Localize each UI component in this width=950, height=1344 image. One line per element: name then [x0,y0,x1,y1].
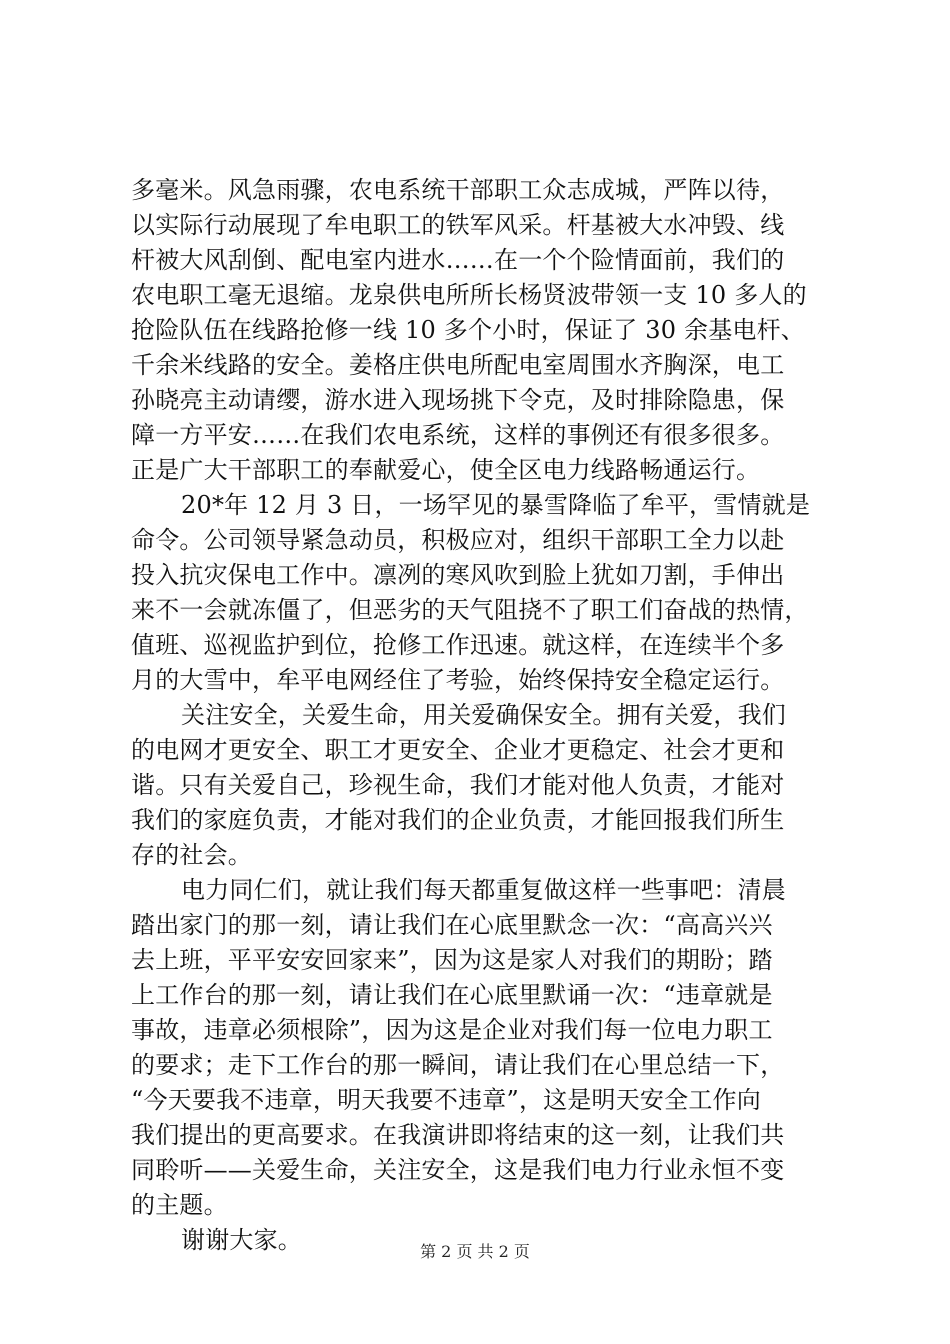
text-line: 值班、巡视监护到位，抢修工作迅速。就这样，在连续半个多 [131,631,785,659]
text-line: 同聆听——关爱生命，关注安全，这是我们电力行业永恒不变 [131,1156,785,1184]
text-line: 踏出家门的那一刻，请让我们在心底里默念一次：“高高兴兴 [131,911,773,939]
text-line: 我们提出的更高要求。在我演讲即将结束的这一刻，让我们共 [131,1121,785,1149]
text-line: 的要求；走下工作台的那一瞬间，请让我们在心里总结一下， [131,1051,785,1079]
text-line: 的电网才更安全、职工才更安全、企业才更稳定、社会才更和 [131,736,785,764]
text-line: 事故，违章必须根除”，因为这是企业对我们每一位电力职工 [131,1016,773,1044]
text-line: 千余米线路的安全。姜格庄供电所配电室周围水齐胸深，电工 [131,351,785,379]
text-line: “今天要我不违章，明天我要不违章”，这是明天安全工作向 [131,1086,761,1114]
text-line: 以实际行动展现了牟电职工的铁军风采。杆基被大水冲毁、线 [131,211,785,239]
text-line: 杆被大风刮倒、配电室内进水……在一个个险情面前，我们的 [131,246,785,274]
text-line: 农电职工毫无退缩。龙泉供电所所长杨贤波带领一支 10 多人的 [131,281,807,309]
text-line: 的主题。 [131,1191,228,1219]
text-line: 20*年 12 月 3 日，一场罕见的暴雪降临了牟平，雪情就是 [181,491,811,519]
text-line: 关注安全，关爱生命，用关爱确保安全。拥有关爱，我们 [181,701,786,729]
text-line: 抢险队伍在线路抢修一线 10 多个小时，保证了 30 余基电杆、 [131,316,805,344]
text-line: 去上班，平平安安回家来”，因为这是家人对我们的期盼；踏 [131,946,773,974]
text-line: 障一方平安……在我们农电系统，这样的事例还有很多很多。 [131,421,785,449]
text-line: 多毫米。风急雨骤，农电系统干部职工众志成城，严阵以待， [131,176,785,204]
text-line: 电力同仁们，就让我们每天都重复做这样一些事吧：清晨 [181,876,786,904]
text-line: 上工作台的那一刻，请让我们在心底里默诵一次：“违章就是 [131,981,773,1009]
text-line: 投入抗灾保电工作中。凛冽的寒风吹到脸上犹如刀割，手伸出 [131,561,785,589]
text-line: 正是广大干部职工的奉献爱心，使全区电力线路畅通运行。 [131,456,761,484]
text-line: 我们的家庭负责，才能对我们的企业负责，才能回报我们所生 [131,806,785,834]
text-line: 谢谢大家。 [181,1226,302,1254]
text-line: 谐。只有关爱自己，珍视生命，我们才能对他人负责，才能对 [131,771,785,799]
document-body [131,173,831,1258]
text-line: 来不一会就冻僵了，但恶劣的天气阻挠不了职工们奋战的热情， [131,596,809,624]
text-line: 命令。公司领导紧急动员，积极应对，组织干部职工全力以赴 [131,526,785,554]
text-line: 月的大雪中，牟平电网经住了考验，始终保持安全稳定运行。 [131,666,785,694]
text-line: 孙晓亮主动请缨，游水进入现场挑下令克，及时排除隐患，保 [131,386,785,414]
page-footer: 第 2 页 共 2 页 [420,1242,530,1261]
text-line: 存的社会。 [131,841,252,869]
